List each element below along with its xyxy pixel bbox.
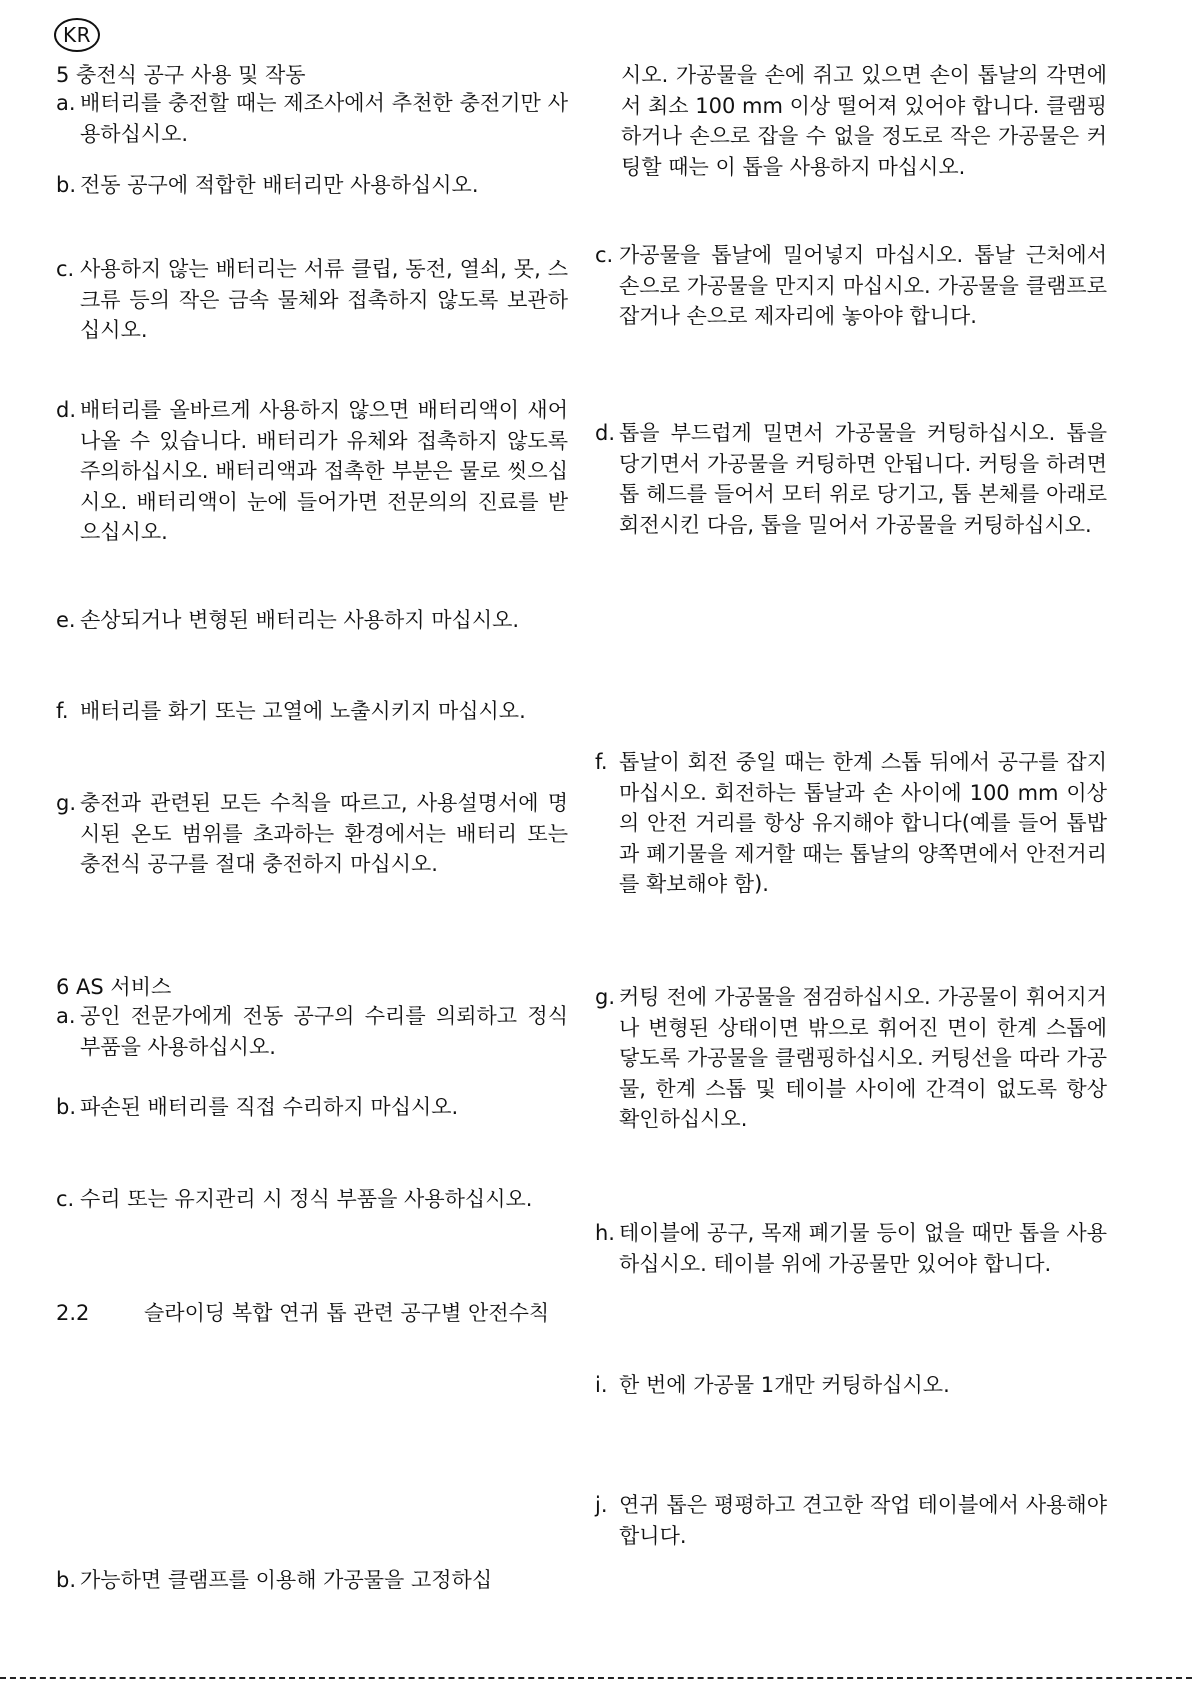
list-item [56, 170, 568, 201]
list-item [595, 747, 1107, 900]
item-label: a. [56, 1004, 76, 1028]
item-label: d. [595, 421, 616, 445]
item-label: g. [56, 791, 77, 815]
item-label: b. [56, 173, 77, 197]
item-text: 톱날이 회전 중일 때는 한계 스톱 뒤에서 공구를 잡지 마십시오. 회전하는 톱날과 손 사이에 100 mm 이상의 안전 거리를 항상 유지해야 합니다(예를 들어 톱밥과 폐기물을 제거할 때는 톱날의 양쪽면에서 안전거리를 확보해야 함). [619, 750, 1107, 896]
item-text: 파손된 배터리를 직접 수리하지 마십시오. [80, 1095, 459, 1119]
list-item [595, 982, 1107, 1135]
item-label: d. [56, 398, 77, 422]
list-item [56, 1092, 568, 1123]
list-item [56, 1565, 568, 1596]
item-label: c. [56, 257, 75, 281]
section-2-2-heading [56, 1298, 568, 1329]
item-text: 한 번에 가공물 1개만 커팅하십시오. [619, 1373, 950, 1397]
item-label: i. [595, 1373, 608, 1397]
item-label: f. [595, 750, 608, 774]
item-text: 배터리를 충전할 때는 제조사에서 추천한 충전기만 사용하십시오. [80, 91, 568, 146]
item-label: f. [56, 699, 69, 723]
item-text: 전동 공구에 적합한 배터리만 사용하십시오. [80, 173, 479, 197]
item-label: j. [595, 1493, 608, 1517]
list-item [56, 395, 568, 548]
page-bottom-divider [0, 1677, 1192, 1679]
item-text: 가공물을 톱날에 밀어넣지 마십시오. 톱날 근처에서 손으로 가공물을 만지지 마십시오. 가공물을 클램프로 잡거나 손으로 제자리에 놓아야 합니다. [619, 243, 1107, 328]
item-text: 테이블에 공구, 목재 폐기물 등이 없을 때만 톱을 사용하십시오. 테이블 위에 가공물만 있어야 합니다. [619, 1221, 1107, 1276]
item-text: 연귀 톱은 평평하고 견고한 작업 테이블에서 사용해야 합니다. [619, 1493, 1107, 1548]
list-item [56, 605, 568, 636]
item-text: 배터리를 올바르게 사용하지 않으면 배터리액이 새어나올 수 있습니다. 배터리가 유체와 접촉하지 않도록 주의하십시오. 배터리액과 접촉한 부분은 물로 씻으십시오. 배터리액이 눈에 들어가면 전문의의 진료를 받으십시오. [80, 398, 568, 544]
item-label: a. [56, 91, 76, 115]
list-item [56, 788, 568, 880]
item-label: h. [595, 1221, 615, 1245]
section-6-heading: 6 AS 서비스 [56, 975, 172, 999]
item-label: c. [56, 1187, 75, 1211]
list-item [56, 1184, 568, 1215]
item-text: 공인 전문가에게 전동 공구의 수리를 의뢰하고 정식 부품을 사용하십시오. [80, 1004, 568, 1059]
item-label: c. [595, 243, 614, 267]
list-item [56, 254, 568, 346]
list-item [595, 1490, 1107, 1551]
item-text: 수리 또는 유지관리 시 정식 부품을 사용하십시오. [80, 1187, 533, 1211]
section-number: 2.2 [56, 1301, 90, 1325]
item-label: b. [56, 1095, 77, 1119]
list-item [595, 1370, 1107, 1401]
list-item [56, 696, 568, 727]
item-b-continuation: 시오. 가공물을 손에 쥐고 있으면 손이 톱날의 각면에서 최소 100 mm 이상 떨어져 있어야 합니다. 클램핑하거나 손으로 잡을 수 없을 정도로 작은 가공물은 커팅할 때는 이 톱을 사용하지 마십시오. [621, 63, 1107, 179]
list-item [56, 88, 568, 149]
section-5-heading: 5 충전식 공구 사용 및 작동 [56, 63, 306, 87]
list-item [595, 240, 1107, 332]
item-text: 손상되거나 변형된 배터리는 사용하지 마십시오. [80, 608, 520, 632]
section-title: 슬라이딩 복합 연귀 톱 관련 공구별 안전수칙 [144, 1301, 550, 1325]
list-item [56, 1001, 568, 1062]
item-text: 충전과 관련된 모든 수칙을 따르고, 사용설명서에 명시된 온도 범위를 초과하는 환경에서는 배터리 또는 충전식 공구를 절대 충전하지 마십시오. [80, 791, 568, 876]
list-item [595, 1218, 1107, 1279]
item-label: b. [56, 1568, 77, 1592]
item-text: 가능하면 클램프를 이용해 가공물을 고정하십 [80, 1568, 493, 1592]
item-text: 배터리를 화기 또는 고열에 노출시키지 마십시오. [80, 699, 526, 723]
list-item [595, 418, 1107, 540]
item-text: 커팅 전에 가공물을 점검하십시오. 가공물이 휘어지거나 변형된 상태이면 밖으로 휘어진 면이 한계 스톱에 닿도록 가공물을 클램핑하십시오. 커팅선을 따라 가공물, 한계 스톱 및 테이블 사이에 간격이 없도록 항상 확인하십시오. [619, 985, 1107, 1131]
item-label: e. [56, 608, 76, 632]
item-label: g. [595, 985, 616, 1009]
item-text: 사용하지 않는 배터리는 서류 클립, 동전, 열쇠, 못, 스크류 등의 작은 금속 물체와 접촉하지 않도록 보관하십시오. [80, 257, 568, 342]
item-text: 톱을 부드럽게 밀면서 가공물을 커팅하십시오. 톱을 당기면서 가공물을 커팅하면 안됩니다. 커팅을 하려면 톱 헤드를 들어서 모터 위로 당기고, 톱 본체를 아래로 회전시킨 다음, 톱을 밀어서 가공물을 커팅하십시오. [619, 421, 1107, 537]
language-badge: KR [54, 18, 100, 52]
